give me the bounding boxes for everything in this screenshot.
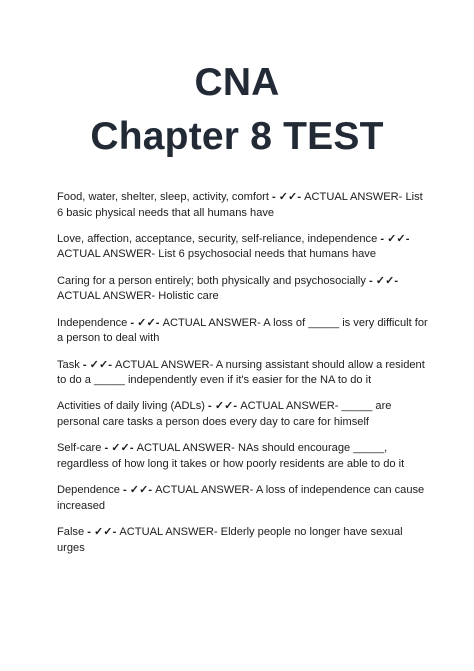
answer: _____ are personal care tasks a person does every day to care for himself [57, 400, 392, 428]
answer: A loss of _____ is very difficult for a person to deal with [57, 316, 428, 345]
answer: List 6 basic physical needs that all humans have [57, 191, 423, 219]
checkmark-separator: - ✓✓- [377, 232, 410, 245]
answer: Holistic care [155, 290, 219, 303]
checkmark-separator: - ✓✓- [79, 358, 116, 371]
answer: List 6 psychosocial needs that humans have [155, 248, 376, 261]
checkmark-separator: - ✓✓- [119, 484, 156, 497]
answer: Elderly people no longer have sexual urges [57, 526, 403, 554]
answer-label: ACTUAL ANSWER- [57, 248, 156, 261]
qa-item-5 [57, 358, 429, 389]
qa-item-7 [57, 441, 429, 472]
checkmark-separator: - ✓✓- [84, 526, 120, 538]
question: Love, affection, acceptance, security, self-reliance, independence [57, 232, 378, 245]
question: False [57, 526, 85, 538]
answer: A loss of independence can cause increased [57, 484, 425, 512]
answer: NAs should encourage _____, regardless of how long it takes or how poorly residents are able to do it [57, 442, 405, 470]
checkmark-separator: - ✓✓- [365, 274, 399, 287]
qa-list [57, 190, 429, 567]
checkmark-separator: - ✓✓- [127, 316, 163, 329]
qa-item-3 [57, 274, 429, 305]
title-line-2: Chapter 8 TEST [90, 115, 384, 158]
qa-item-1 [57, 190, 429, 221]
question: Activities of daily living (ADLs) [57, 400, 205, 413]
document-title [0, 56, 474, 164]
question: Self-care [57, 442, 102, 455]
question: Independence [57, 316, 128, 329]
checkmark-separator: - ✓✓- [101, 442, 137, 455]
answer-label: ACTUAL ANSWER- [162, 316, 261, 329]
qa-item-4 [57, 316, 429, 347]
qa-item-2 [57, 232, 429, 263]
answer: A nursing assistant should allow a resident to do a _____ independently even if it's easier for the NA to do it [57, 358, 425, 387]
title-line-1: CNA [194, 61, 280, 104]
answer-label: ACTUAL ANSWER- [119, 526, 218, 538]
question: Food, water, shelter, sleep, activity, comfort [57, 191, 269, 203]
question: Caring for a person entirely; both physically and psychosocially [57, 274, 366, 287]
checkmark-separator: - ✓✓- [268, 191, 305, 203]
qa-item-8 [57, 483, 429, 514]
answer-label: ACTUAL ANSWER- [240, 400, 339, 413]
qa-item-6 [57, 399, 429, 430]
answer-label: ACTUAL ANSWER- [136, 442, 235, 455]
answer-label: ACTUAL ANSWER- [304, 191, 403, 203]
question: Dependence [57, 484, 120, 497]
qa-item-9 [57, 525, 429, 556]
answer-label: ACTUAL ANSWER- [57, 290, 156, 303]
answer-label: ACTUAL ANSWER- [115, 358, 214, 371]
answer-label: ACTUAL ANSWER- [155, 484, 254, 497]
checkmark-separator: - ✓✓- [204, 400, 241, 413]
question: Task [57, 358, 80, 371]
